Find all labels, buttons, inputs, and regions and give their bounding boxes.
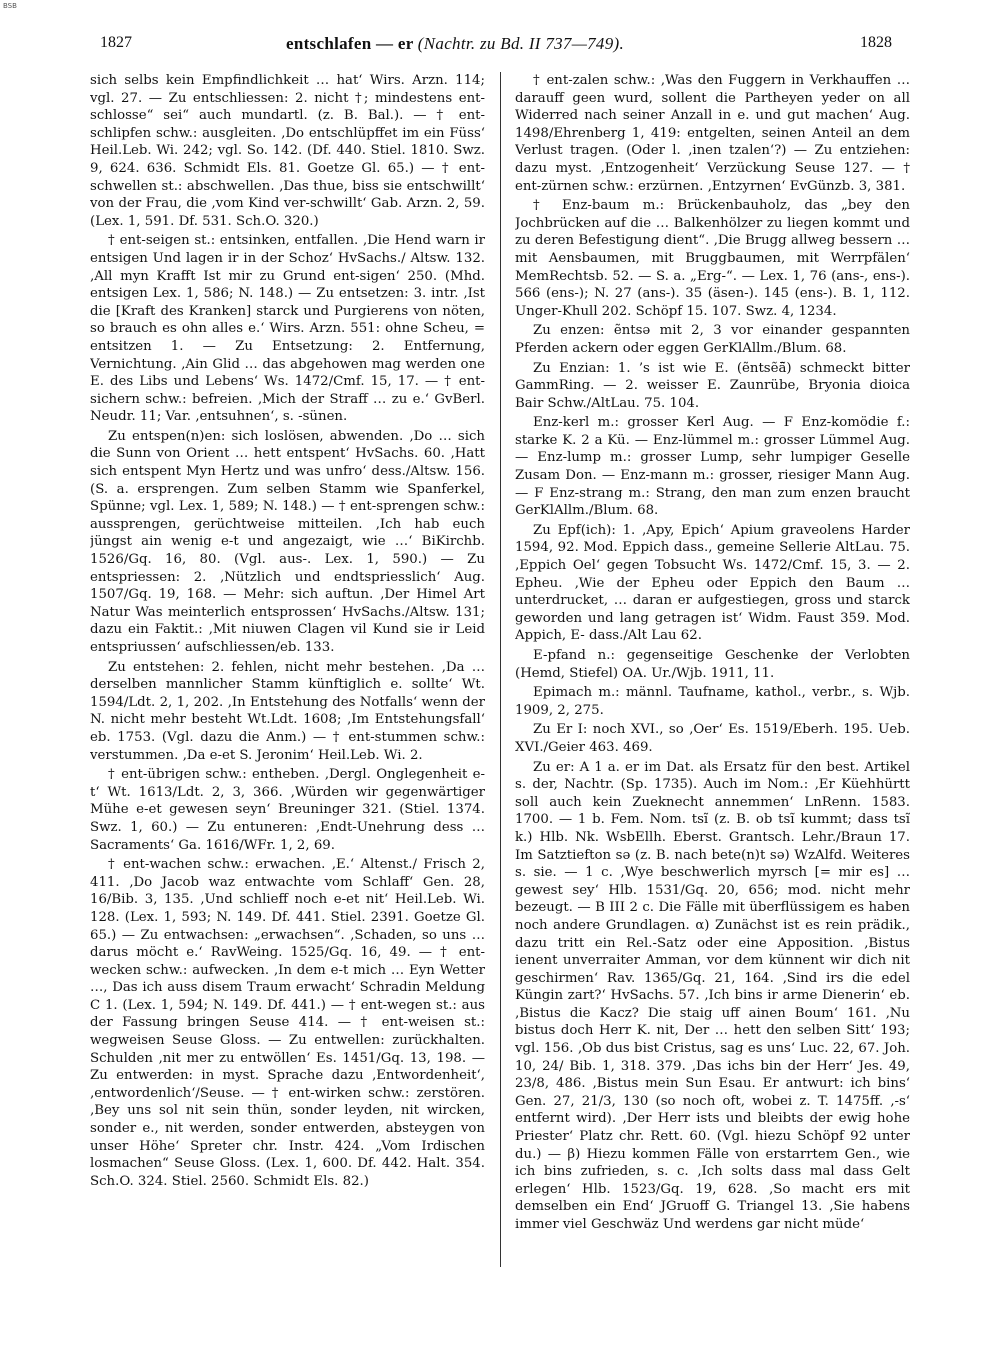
dictionary-entry: † Enz-baum m.: Brückenbauholz, das „bey den Jochbrücken auf die … Balkenhölzer zu liegen kommt und zu deren Befestigung dient“. ‚Die Brugg allweg bessern … mit Aensbaumen, mit Bruggbaumen, mit Werrpfälen‘ MemRechtsb. 52. — S. a. „Erg-“. — Lex. 1, 76 (ans-, ens-). 566 (ens-); N. 27 (ans-). 35 (äsen-). 145 (ens-). B. 1, 112. Unger-Khull 202. Schöpf 15. 107. Swz. 4, 1234. xyxy=(515,198,910,319)
running-title-main: entschlafen — er xyxy=(286,34,418,53)
dictionary-entry: † ent-wachen schw.: erwachen. ‚E.‘ Altenst./ Frisch 2, 411. ‚Do Jacob waz entwachte vom Schlaff‘ Gen. 28, 16/Bib. 3, 135. ‚Und schlieff noch e-et nit‘ Heil.Leb. Wi. 128. (Lex. 1, 593; N. 149. Df. 441. Stiel. 2391. Goetze Gl. 65.) — Zu entwachsen: „erwachsen“. ‚Schaden, so uns … darus möcht e.‘ RavWeing. 1525/Gq. 16, 49. — † ent-wecken schw.: aufwecken. ‚In dem e-t mich … Eyn Wetter …, Das ich auss disem Traum erwacht‘ Schradin Meldung C 1. (Lex. 1, 594; N. 149. Df. 441.) — † ent-wegen st.: aus der Fassung bringen Seuse 414. — † ent-weisen st.: wegweisen Seuse Gloss. — Zu entwellen: zurückhalten. Schulden ‚nit mer zu entwöllen‘ Es. 1451/Gq. 13, 198. — Zu entwerden: in myst. Sprache dazu ‚Entwordenheit‘, ‚entwordenlich‘/Seuse. — † ent-wirken schw.: zerstören. ‚Bey uns sol nit sein thün, sonder leyden, nit wircken, sonder e., nit werden, sonder entwerden, absteygen von unser Höhe‘ Spreter chr. Instr. 424. „Vom Irdischen losmachen“ Seuse Gloss. (Lex. 1, 600. Df. 442. Halt. 354. Sch.O. 324. Stiel. 2560. Schmidt Els. 82.) xyxy=(90,857,485,1189)
running-title-reference: (Nachtr. zu Bd. II 737—749). xyxy=(417,34,625,53)
dictionary-entry: Zu Enzian: 1. ’s ist wie E. (ẽntsẽā̃) schmeckt bitter GammRing. — 2. weisser E. Zaunrübe, Bryonia dioica Bair Schw./AltLau. 75. 104. xyxy=(515,360,910,411)
column-divider xyxy=(500,72,501,1267)
dictionary-entry: sich selbs kein Empfindlichkeit … hat‘ Wirs. Arzn. 114; vgl. 27. — Zu entschliessen: 2. nicht †; mindestens ent-schlosse“ sei“ auch mundartl. (z. B. Bal.). — † ent-schlipfen schw.: ausgleiten. ‚Do entschlüpffet im ein Füss‘ Heil.Leb. Wi. 242; vgl. So. 142. (Df. 440. Stiel. 1810. Swz. 9, 624. 636. Schmidt Els. 81. Goetze Gl. 65.) — † ent-schwellen st.: abschwellen. ‚Das thue, biss sie entschwillt‘ von der Frau, die ‚vom Kind ver-schwillt‘ Gab. Arzn. 2, 59. (Lex. 1, 591. Df. 531. Sch.O. 320.) xyxy=(90,73,485,229)
dictionary-entry: Zu Er I: noch XVI., so ‚Oer‘ Es. 1519/Eberh. 195. Ueb. XVI./Geier 463. 469. xyxy=(515,722,910,755)
dictionary-entry: † ent-zalen schw.: ‚Was den Fuggern in Verkhauffen … darauff geen wurd, sollent die Partheyen yeder on all Widerred nach seiner Anzall in e. und gut machen‘ Aug. 1498/Ehrenberg 1, 419: entgelten, seinen Anteil an dem Verlust tragen. (Oder l. ‚inen tzalen‘?) — Zu entziehen: dazu myst. ‚Entzogenheit‘ Verzückung Seuse 127. — † ent-zürnen schw.: erzürnen. ‚Entzyrnen‘ EvGünzb. 3, 381. xyxy=(515,73,910,194)
dictionary-entry: † ent-übrigen schw.: entheben. ‚Dergl. Onglegenheit e-t‘ Wt. 1613/Ldt. 2, 3, 366. ‚Würden wir gegenwärtiger Mühe e-et gewesen seyn‘ Breuninger 321. (Stiel. 1374. Swz. 1, 60.) — Zu entuneren: ‚Endt-Unehrung dess … Sacraments‘ Ga. 1616/WFr. 1, 2, 69. xyxy=(90,767,485,853)
running-title xyxy=(286,34,624,54)
page-number-left: 1827 xyxy=(100,34,132,51)
dictionary-entry: † ent-seigen st.: entsinken, entfallen. ‚Die Hend warn ir entsigen Und lagen ir in der Schoz‘ HvSachs./ Altsw. 132. ‚All myn Krafft Ist mir zu Grund ent-sigen‘ 250. (Mhd. entsigen Lex. 1, 586; N. 148.) — Zu entsetzen: 3. intr. ‚Ist die [Kraft des Kranken] starck und Purgierens von nöten, so brauch es ohn alles e.‘ Wirs. Arzn. 551: ohne Scheu, = entsitzen 1. — Zu Entsetzung: 2. Entfernung, Vernichtung. ‚Ain Glid … das abgehowen mag werden one E. des Libs und Lebens‘ Ws. 1472/Cmf. 15, 17. — † ent-sichern schw.: befreien. ‚Mich der Straff … zu e.‘ GvBerl. Neudr. 11; Var. ‚entsuhnen‘, s. -sünen. xyxy=(90,233,485,425)
dictionary-columns xyxy=(90,72,910,1342)
left-column xyxy=(90,72,485,1342)
dictionary-entry: Zu entstehen: 2. fehlen, nicht mehr bestehen. ‚Da … derselben mannlicher Stamm künftiglich e. sollte‘ Wt. 1594/Ldt. 2, 1, 202. ‚In Entstehung des Notfalls‘ wenn der N. nicht mehr besteht Wt.Ldt. 1608; ‚Im Entstehungsfall‘ eb. 1753. (Vgl. dazu die Anm.) — † ent-stummen schw.: verstummen. ‚Da e-et S. Jeronim‘ Heil.Leb. Wi. 2. xyxy=(90,659,485,763)
dictionary-entry: Epimach m.: männl. Taufname, kathol., verbr., s. Wjb. 1909, 2, 275. xyxy=(515,685,910,718)
page-header xyxy=(96,34,896,60)
dictionary-entry: Zu entspen(n)en: sich loslösen, abwenden. ‚Do … sich die Sunn von Orient … hett entspent‘ HvSachs. 60. ‚Hatt sich entspent Myn Hertz und was unfro‘ dess./Altsw. 156. (S. a. ersprengen. Zum selben Stamm wie Spanferkel, Spünne; vgl. Lex. 1, 589; N. 148.) — † ent-sprengen schw.: aussprengen, gerüchtweise mitteilen. ‚Ich hab euch jüngst ain wenig e-t und angezaigt, wie …‘ BiKirchb. 1526/Gq. 16, 80. (Vgl. aus-. Lex. 1, 590.) — Zu entspriessen: 2. ‚Nützlich und endtspriesslich‘ Aug. 1507/Gq. 19, 168. — Mehr: sich auftun. ‚Der Himel Art Natur Was meinterlich entsprossen‘ HvSachs./Altsw. 131; dazu ein Faktit.: ‚Mit niuwen Clagen vil Kund sie ir Leid entspriussen‘ aufschliessen/eb. 133. xyxy=(90,428,485,655)
dictionary-entry: Zu enzen: ẽntsə mit 2, 3 vor einander gespannten Pferden ackern oder eggen GerKlAllm./Blum. 68. xyxy=(515,323,910,356)
dictionary-entry: Enz-kerl m.: grosser Kerl Aug. — F Enz-komödie f.: starke K. 2 a Kü. — Enz-lümmel m.: grosser Lümmel Aug. — Enz-lump m.: grosser Lump, sehr lumpiger Geselle Zusam Don. — Enz-mann m.: grosser, riesiger Mann Aug. — F Enz-strang m.: Strang, den man zum enzen braucht GerKlAllm./Blum. 68. xyxy=(515,415,910,519)
dictionary-entry: Zu er: A 1 a. er im Dat. als Ersatz für den best. Artikel s. der, Nachtr. (Sp. 1735). Auch im Nom.: ‚Er Küehhürtt soll auch kein Zueknecht annemmen‘ LnRenn. 1583. 1700. — 1 b. Fem. Nom. tsĩ (z. B. ob tsĩ kummt; dass tsĩ k.) Hlb. Nk. WsbEllh. Eberst. Grantsch. Lehr./Braun 17. Im Satztiefton sə (z. B. nach bete(n)t sə) WzAlfd. Weiteres s. sie. — 1 c. ‚Wye beschwerlich myrsch [= mir es] … gewest sey‘ Hlb. 1531/Gq. 20, 656; mod. nicht mehr bezeugt. — B III 2 c. Die Fälle mit überflüssigem es haben noch andere Grundlagen. α) Zunächst ist es rein prädik., dazu tritt ein Rel.-Satz oder eine Apposition. ‚Bistus ienent unverraiter Amman, vor dem künnent wir dich nit geschirmen‘ Rav. 1365/Gq. 21, 164. ‚Sind irs die edel Küngin zart?‘ HvSachs. 57. ‚Ich bins ir arme Dienerin‘ eb. ‚Bistus die Kacz? Die staig uff ainen Boum‘ 161. ‚Nu bistus doch Herr K. nit, Der … hett den selben Sitt‘ 193; vgl. 156. ‚Ob dus bist Cristus, sag es uns‘ Luc. 22, 67. Joh. 10, 24/ Bib. 1, 318. 379. ‚Das ichs bin der Herr‘ Jes. 49, 23/8, 486. ‚Bistus mein Sun Esau. Er antwurt: ich bins‘ Gen. 27, 21/3, 130 (so noch oft, wobei z. T. 1475ff. ‚-s‘ entfernt wird). ‚Der Herr ists und bleibts der ewig hohe Priester‘ Platz chr. Rett. 60. (Vgl. hiezu Schöpf 92 unter du.) — β) Hiezu kommen Fälle von erstarrtem Gen., wie ich bins zufrieden, s. c. ‚Ich solts dass mal dass Gelt erlegen‘ Hlb. 1523/Gq. 19, 628. ‚So macht ers mit demselben ein End‘ JGruoff G. Triangel 13. ‚Sie habens immer viel Geschwäz Und werdens gar nicht müde‘ xyxy=(515,759,910,1232)
dictionary-entry: Zu Epf(ich): 1. ‚Apy, Epich‘ Apium graveolens Harder 1594, 92. Mod. Eppich dass., gemeine Sellerie AltLau. 75. ‚Eppich Oel‘ gegen Tobsucht Ws. 1472/Cmf. 15, 3. — 2. Epheu. ‚Wie der Epheu oder Eppich den Baum … unterdrucket, … daran er aufgestiegen, gross und starck geworden und lang getragen ist‘ Widm. Faust 359. Mod. Appich, E- dass./Alt Lau 62. xyxy=(515,522,910,644)
page-number-right: 1828 xyxy=(860,34,892,51)
dictionary-entry: E-pfand n.: gegenseitige Geschenke der Verlobten (Hemd, Stiefel) OA. Ur./Wjb. 1911, 11. xyxy=(515,648,910,681)
library-mark: BSB xyxy=(3,2,17,10)
right-column xyxy=(515,72,910,1342)
